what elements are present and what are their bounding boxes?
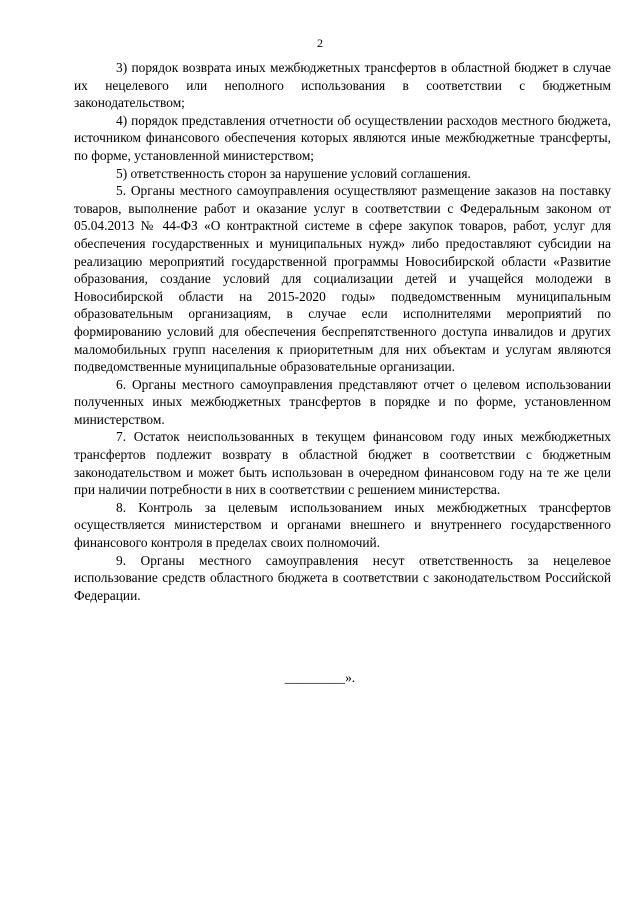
paragraph-clause-9: 9. Органы местного самоуправления несут ответственность за нецелевое использование средств областного бюджета в соответствии с законодательством Российской Федерации. xyxy=(74,552,611,603)
paragraph-item-5: 5) ответственность сторон за нарушение условий соглашения. xyxy=(116,165,471,181)
page-number: 2 xyxy=(317,36,323,50)
paragraph-clause-7: 7. Остаток неиспользованных в текущем финансовом году иных межбюджетных трансфертов подлежит возврату в областной бюджет в соответствии с бюджетным законодательством и может быть использован в очередном финансовом году на те же цели при наличии потребности в них в соответствии с решением министерства. xyxy=(74,429,611,498)
document-body xyxy=(74,59,611,604)
paragraph-clause-5: 5. Органы местного самоуправления осуществляют размещение заказов на поставку товаров, выполнение работ и оказание услуг в соответствии с Федеральным законом от 05.04.2013 № 44-ФЗ «О контрактной системе в сфере закупок товаров, работ, услуг для обеспечения государственных и муниципальных нужд» либо предоставляют субсидии на реализацию мероприятий государственной программы Новосибирской области «Развитие образования, создание условий для социализации детей и учащейся молодежи в Новосибирской области на 2015-2020 годы» подведомственным муниципальным образовательным организациям, в случае если исполнителями мероприятий по формированию условий для обеспечения беспрепятственного доступа инвалидов и других маломобильных групп населения к приоритетным для них объектам и услугам являются подведомственные муниципальные образовательные организации. xyxy=(74,183,611,375)
paragraph-clause-6: 6. Органы местного самоуправления представляют отчет о целевом использовании полученных иных межбюджетных трансфертов в порядке и по форме, установленном министерством. xyxy=(74,376,611,427)
paragraph-item-4: 4) порядок представления отчетности об осуществлении расходов местного бюджета, источником финансового обеспечения которых являются иные межбюджетные трансферты, по форме, установленной министерством; xyxy=(74,112,611,163)
paragraph-clause-8: 8. Контроль за целевым использованием иных межбюджетных трансфертов осуществляется министерством и органами внешнего и внутреннего государственного финансового контроля в пределах своих полномочий. xyxy=(74,499,611,551)
closing-line: _________». xyxy=(284,670,356,685)
paragraph-item-3: 3) порядок возврата иных межбюджетных трансфертов в областной бюджет в случае их нецелевого или неполного использования в соответствии с бюджетным законодательством; xyxy=(74,60,611,111)
